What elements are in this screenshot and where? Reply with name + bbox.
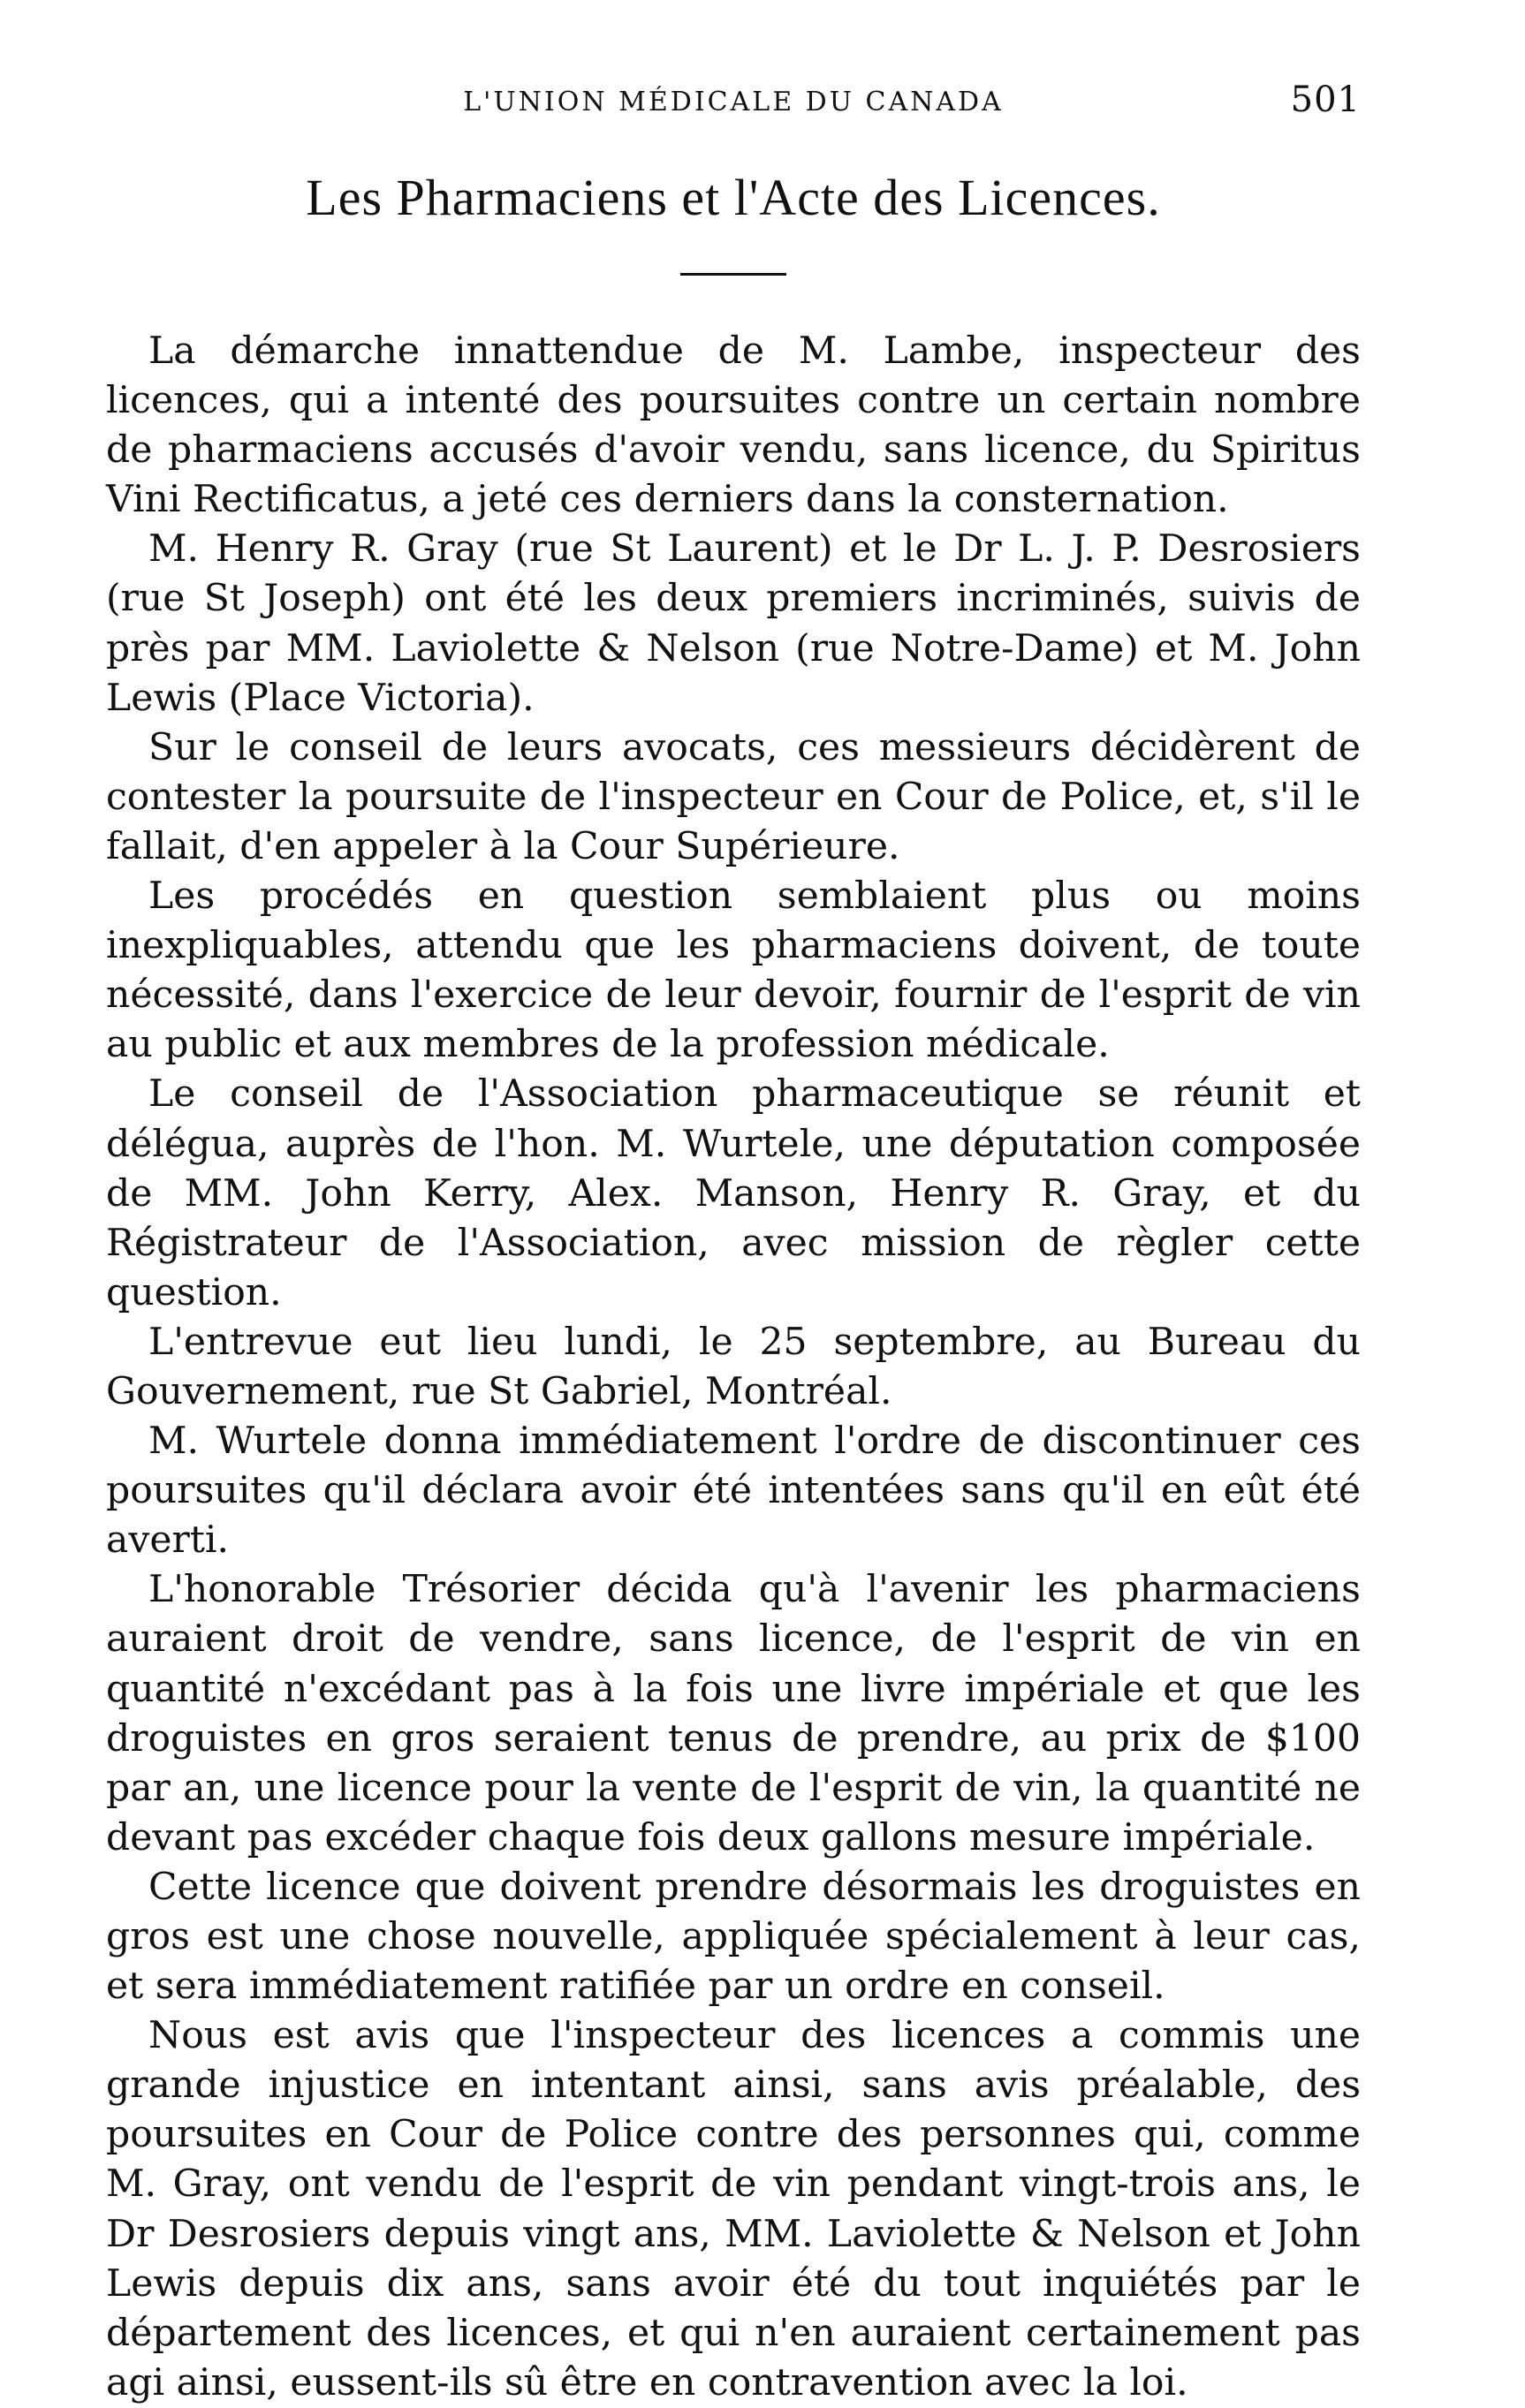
title-divider bbox=[680, 273, 786, 276]
article-title: Les Pharmaciens et l'Acte des Licences. bbox=[306, 169, 1161, 226]
paragraph-5: Le conseil de l'Association pharmaceutique se réunit et délégua, auprès de l'hon. M. Wurtele, une députation composée de MM. John Kerry, Alex. Manson, Henry R. Gray, et du Régistrateur de l'Association, avec mission de règler cette question. bbox=[106, 1072, 1361, 1314]
paragraph-9: Cette licence que doivent prendre désormais les droguistes en gros est une chose nouvelle, appliquée spécialement à leur cas, et sera immédiatement ratifiée par un ordre en conseil. bbox=[106, 1865, 1361, 2009]
running-head bbox=[106, 80, 1361, 133]
paragraph-10: Nous est avis que l'inspecteur des licences a commis une grande injustice en intentant ainsi, sans avis préalable, des poursuites en Cour de Police contre des personnes qui, comme M. Gray, ont vendu de l'esprit de vin pendant vingt-trois ans, le Dr Desrosiers depuis vingt ans, MM. Laviolette & Nelson et John Lewis depuis dix ans, sans avoir été du tout inquiétés par le département des licences, et qui n'en auraient certainement pas agi ainsi, eussent-ils sû être en contravention avec la loi. bbox=[106, 2014, 1361, 2404]
page bbox=[106, 80, 1361, 2408]
paragraph-6: L'entrevue eut lieu lundi, le 25 septembre, au Bureau du Gouvernement, rue St Gabriel, Montréal. bbox=[106, 1320, 1361, 1413]
paragraph-4: Les procédés en question semblaient plus ou moins inexpliquables, attendu que les pharmaciens doivent, de toute nécessité, dans l'exercice de leur devoir, fournir de l'esprit de vin au public et aux membres de la profession médicale. bbox=[106, 875, 1361, 1067]
paragraph-1: La démarche innattendue de M. Lambe, inspecteur des licences, qui a intenté des poursuites contre un certain nombre de pharmaciens accusés d'avoir vendu, sans licence, du Spiritus Vini Rectificatus, a jeté ces derniers dans la consternation. bbox=[106, 329, 1361, 522]
paragraph-7: M. Wurtele donna immédiatement l'ordre de discontinuer ces poursuites qu'il déclara avoir été intentées sans qu'il en eût été averti. bbox=[106, 1420, 1361, 1563]
paragraph-2: M. Henry R. Gray (rue St Laurent) et le Dr L. J. P. Desrosiers (rue St Joseph) ont été les deux premiers incriminés, suivis de près par MM. Laviolette & Nelson (rue Notre-Dame) et M. John Lewis (Place Victoria). bbox=[106, 527, 1361, 720]
journal-title: L'UNION MÉDICALE DU CANADA bbox=[463, 87, 1004, 117]
paragraph-8: L'honorable Trésorier décida qu'à l'avenir les pharmaciens auraient droit de vendre, sans licence, de l'esprit de vin en quantité n'excédant pas à la fois une livre impériale et que les droguistes en gros seraient tenus de prendre, au prix de $100 par an, une licence pour la vente de l'esprit de vin, la quantité ne devant pas excéder chaque fois deux gallons mesure impériale. bbox=[106, 1568, 1361, 1859]
page-number: 501 bbox=[1290, 80, 1361, 120]
paragraph-3: Sur le conseil de leurs avocats, ces messieurs décidèrent de contester la poursuite de l'inspecteur en Cour de Police, et, s'il le fallait, d'en appeler à la Cour Supérieure. bbox=[106, 725, 1361, 868]
article-body bbox=[106, 327, 1361, 2408]
